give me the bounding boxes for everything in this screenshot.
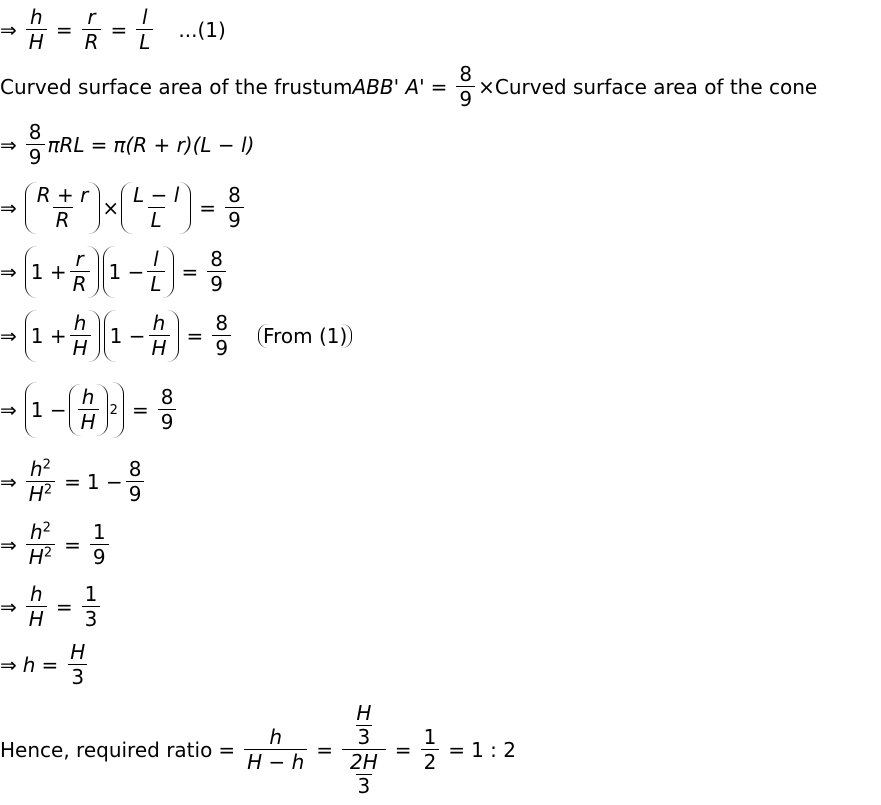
equation-line-6: ⇒ 1 + $\frac{h}{H}$ 1 − $\frac{h}{H}$ = $\frac{8}{9}$ From (1) (0, 306, 354, 366)
equation-tag: ...(1) (178, 18, 226, 42)
frustum-label: ABB' A' (352, 75, 425, 99)
equation-line-2: Curved surface area of the frustum ABB' A' = $\frac{8}{9}$ × Curved surface area of the cone (0, 62, 818, 111)
equation-line-9: ⇒ $\frac{h^2}{H^2}$ = $\frac{1}{9}$ (0, 515, 112, 575)
equation-line-7: ⇒ 1 − $\frac{h}{H}$ 2 = $\frac{8}{9}$ (0, 380, 179, 440)
equation-line-3: ⇒ $\frac{8}{9}$ πRL = π(R + r)(L − l) (0, 120, 255, 169)
fraction-h-over-H: $\frac{h}{H}$ (26, 6, 47, 54)
equation-line-1: ⇒ $\frac{h}{H}$ = $\frac{r}{R}$ = $\frac{l}{L}$ ...(1) (0, 5, 226, 54)
final-ratio: 1 : 2 (471, 738, 516, 762)
fraction-r-over-R: $\frac{r}{R}$ (82, 6, 102, 54)
equation-line-12: Hence, required ratio = $\frac{h}{H - h}$ = $\frac{\frac{H}{3}}{\frac{2H}{3}}$ = $\frac{1}{2}$ = 1 : 2 (0, 701, 516, 798)
fraction-l-over-L: $\frac{l}{L}$ (136, 6, 153, 54)
equation-line-10: ⇒ $\frac{h}{H}$ = $\frac{1}{3}$ (0, 577, 103, 637)
equation-line-8: ⇒ $\frac{h^2}{H^2}$ = 1 − $\frac{8}{9}$ (0, 452, 147, 512)
implies-symbol: ⇒ (0, 18, 17, 42)
from-note: From (1) (258, 324, 352, 348)
fraction-8-9: $\frac{8}{9}$ (456, 63, 475, 111)
equation-line-5: ⇒ 1 + $\frac{r}{R}$ 1 − $\frac{l}{L}$ = $\frac{8}{9}$ (0, 242, 229, 302)
equation-line-4: ⇒ $\frac{R + r}{R}$ × $\frac{L - l}{L}$ = $\frac{8}{9}$ (0, 178, 247, 238)
text-intro: Curved surface area of the frustum (0, 75, 353, 99)
equation-line-11: ⇒ h = $\frac{H}{3}$ (0, 640, 86, 689)
compound-fraction: $\frac{\frac{H}{3}}{\frac{2H}{3}}$ (342, 702, 386, 798)
conclusion-text: Hence, required ratio (0, 738, 213, 762)
text-rest: Curved surface area of the cone (494, 75, 818, 99)
